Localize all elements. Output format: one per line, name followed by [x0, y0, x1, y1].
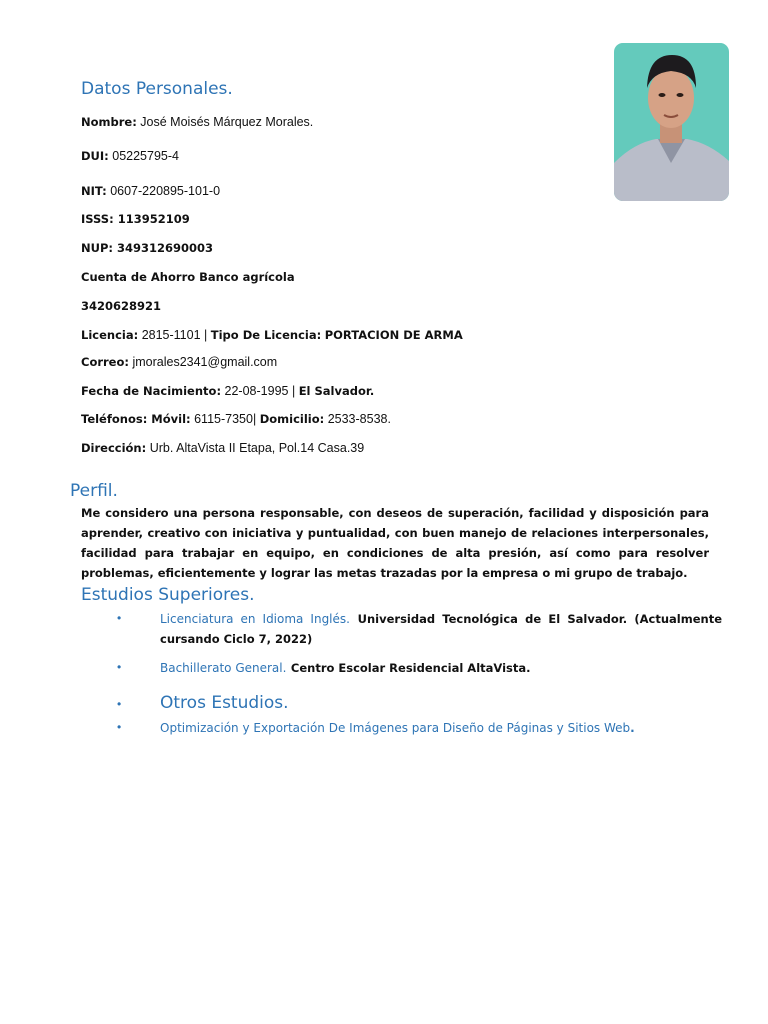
field-value: jmorales2341@gmail.com: [132, 355, 278, 369]
field-label: NIT:: [81, 184, 107, 198]
other-study-item: [160, 718, 722, 738]
field-value: 05225795-4: [112, 149, 179, 163]
separator: |: [252, 412, 257, 426]
field-name: [81, 114, 313, 130]
field-text: 3420628921: [81, 299, 162, 313]
bullet-icon: •: [117, 697, 122, 711]
study-item: [160, 658, 722, 678]
field-label: Dirección:: [81, 441, 147, 455]
profile-text: Me considero una persona responsable, con deseos de superación, facilidad y disposición para aprender, creativo con iniciativa y puntualidad, con buen manejo de relaciones interpersonales, facilidad para trabajar en equipo, en condiciones de alta presión, así como para resolver problemas, eficientemente y lograr las metas trazadas por la empresa o mi grupo de trabajo.: [81, 506, 709, 580]
study-institution: Centro Escolar Residencial AltaVista.: [290, 661, 531, 675]
field-label: Tipo De Licencia:: [210, 328, 322, 342]
field-dui: [81, 148, 179, 164]
field-value: El Salvador.: [298, 384, 375, 398]
field-phones: [81, 411, 391, 427]
field-value: 2815-1101: [141, 328, 201, 342]
bullet-icon: •: [117, 660, 122, 674]
field-text: Cuenta de Ahorro Banco agrícola: [81, 270, 295, 284]
separator: |: [204, 328, 208, 342]
study-institution: Universidad Tecnológica de El Salvador. (Actualmente cursando Ciclo 7, 2022): [160, 612, 722, 646]
bullet-icon: •: [117, 611, 122, 625]
field-value: PORTACION DE ARMA: [324, 328, 463, 342]
field-license: [81, 327, 463, 343]
field-isss: [81, 211, 190, 227]
section-heading-other: Otros Estudios.: [160, 693, 289, 713]
field-label: Correo:: [81, 355, 129, 369]
field-text: NUP: 349312690003: [81, 241, 214, 255]
field-value: 2533-8538.: [327, 412, 391, 426]
section-heading-profile: Perfil.: [70, 481, 118, 501]
field-label: Teléfonos: Móvil:: [81, 412, 191, 426]
section-heading-personal: Datos Personales.: [81, 79, 233, 99]
field-label: Nombre:: [81, 115, 137, 129]
field-birth: [81, 383, 374, 399]
field-label: Fecha de Nacimiento:: [81, 384, 222, 398]
field-label: Licencia:: [81, 328, 139, 342]
field-label: Domicilio:: [259, 412, 325, 426]
field-value: 22-08-1995: [224, 384, 289, 398]
other-study-end: .: [630, 721, 635, 735]
field-value: Urb. AltaVista II Etapa, Pol.14 Casa.39: [149, 441, 365, 455]
field-text: ISSS: 113952109: [81, 212, 190, 226]
study-item: [160, 609, 722, 649]
section-heading-studies: Estudios Superiores.: [81, 585, 255, 605]
study-degree: Bachillerato General.: [160, 661, 287, 675]
field-value: 0607-220895-101-0: [110, 184, 221, 198]
profile-photo-image: [614, 43, 729, 201]
field-account-number: [81, 298, 161, 314]
field-label: DUI:: [81, 149, 109, 163]
separator: |: [291, 384, 296, 398]
field-email: [81, 354, 277, 370]
field-nit: [81, 183, 220, 199]
field-address: [81, 440, 364, 456]
other-study-title: Optimización y Exportación De Imágenes para Diseño de Páginas y Sitios Web: [160, 721, 631, 735]
study-degree: Licenciatura en Idioma Inglés.: [160, 612, 350, 626]
profile-photo: [614, 43, 729, 201]
field-value: José Moisés Márquez Morales.: [140, 115, 314, 129]
field-value: 6115-7350: [194, 412, 253, 426]
field-account-label: [81, 269, 295, 285]
bullet-icon: •: [117, 720, 122, 734]
field-nup: [81, 240, 213, 256]
